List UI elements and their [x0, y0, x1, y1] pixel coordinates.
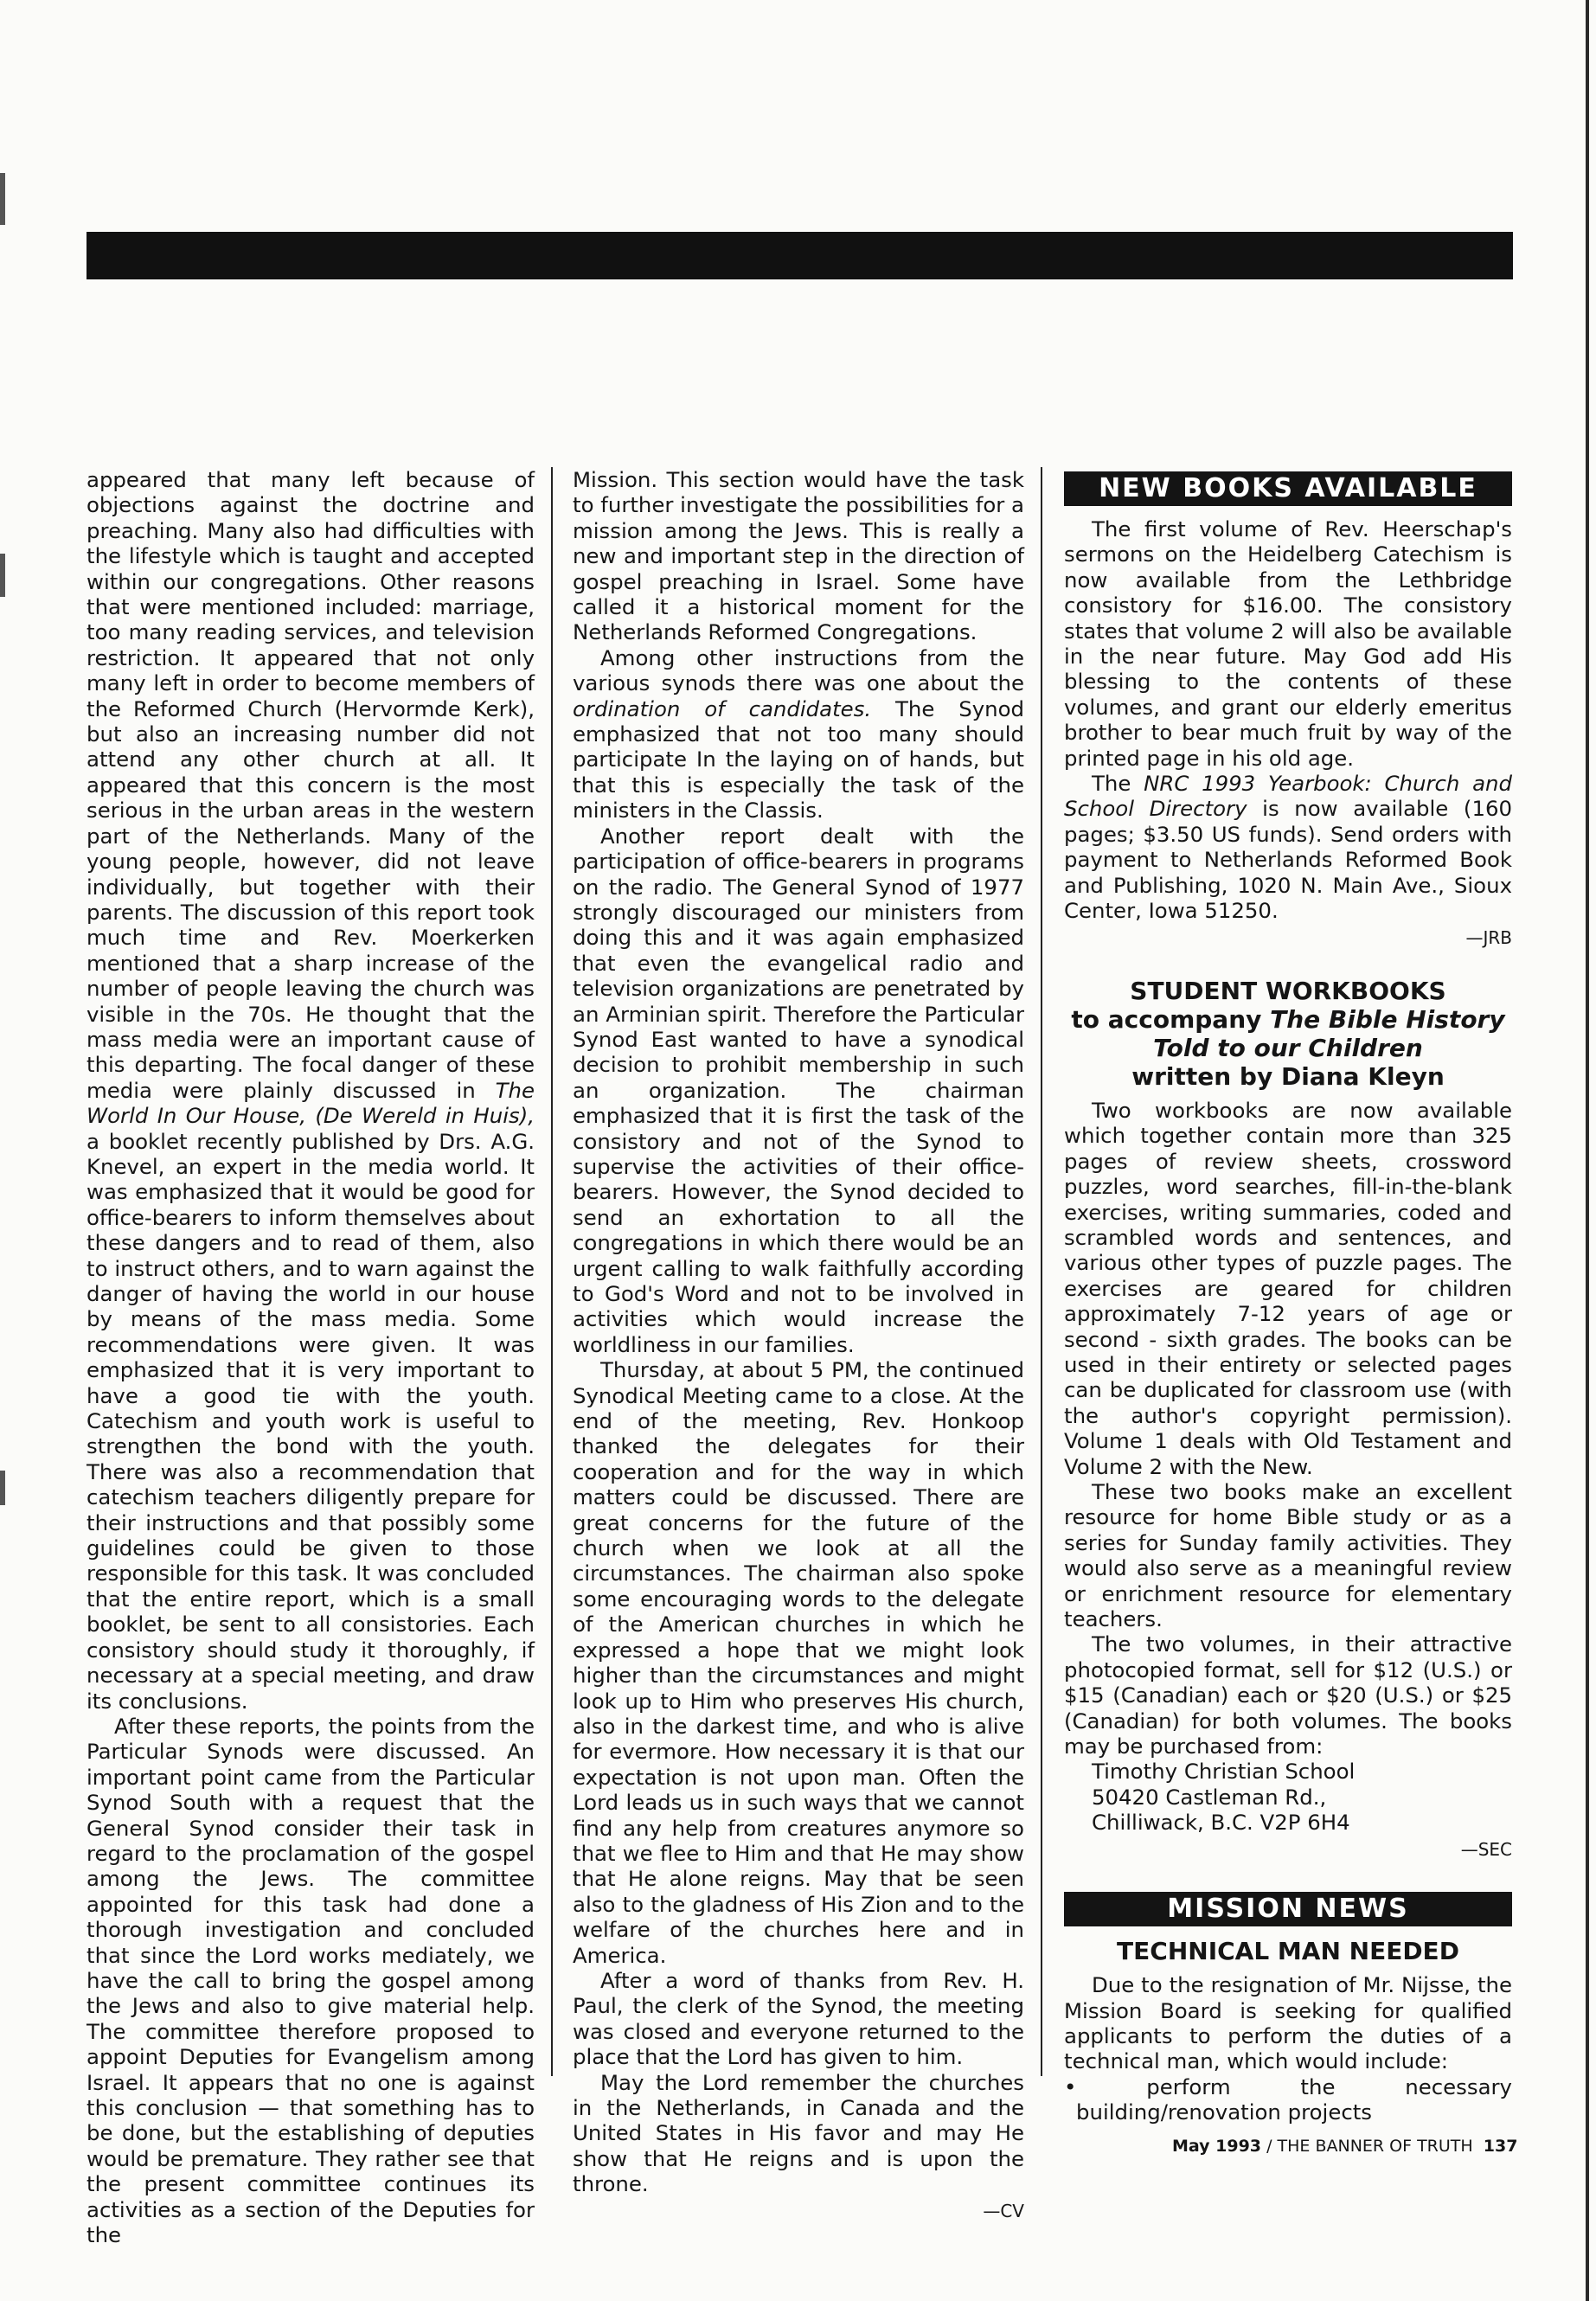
section-banner-new-books: NEW BOOKS AVAILABLE — [1064, 471, 1512, 506]
author-signature: —SEC — [1460, 1838, 1512, 1860]
header-black-bar — [87, 232, 1513, 279]
paragraph: After these reports, the points from the Particular Synods were discussed. An important point came from the Particular Synod South with a request that the General Synod consider their task in regard to the proclamation of the gospel among the Jews. The committee appointed for this task had done a thorough investigation and concluded that since the Lord works mediately, we have the call to bring the gospel among the Jews and also to give material help. The committee therefore proposed to appoint Deputies for Evangelism among Israel. It appears that no one is against this conclusion — that something has to be done, but the establishing of deputies would be premature. They rather see that the present committee continues its activities as a section of the Deputies for the — [87, 1713, 535, 2248]
paragraph: Due to the resignation of Mr. Nijsse, the Mission Board is seeking for qualified applicants to perform the duties of a technical man, which would include: — [1064, 1972, 1512, 2074]
order-address: Timothy Christian School 50420 Castleman Rd., Chilliwack, B.C. V2P 6H4 — [1092, 1759, 1356, 1836]
page-footer: May 1993 / THE BANNER OF TRUTH 137 — [1172, 2137, 1518, 2156]
paragraph: These two books make an excellent resource for home Bible study or as a series for Sunday family activities. They would also serve as a meaningful review or enrichment resource for elementary teachers. — [1064, 1479, 1512, 1632]
scan-edge-mark — [0, 173, 5, 225]
article-column-2 — [573, 467, 1024, 2224]
paragraph: The two volumes, in their attractive photocopied format, sell for $12 (U.S.) or $15 (Canadian) each or $20 (U.S.) or $25 (Canadian) for both volumes. The books may be purchased from: — [1064, 1631, 1512, 1759]
workbooks-heading: STUDENT WORKBOOKS to accompany The Bible History Told to our Children written by Diana Kleyn — [1071, 976, 1505, 1091]
column-divider — [551, 467, 553, 2076]
scan-edge-mark — [0, 554, 5, 597]
paragraph: Another report dealt with the participation of office-bearers in programs on the radio. The General Synod of 1977 strongly discouraged our ministers from doing this and it was again emphasized that even the evangelical radio and television organizations are penetrated by an Arminian spirit. Therefore the Particular Synod East wanted to have a synodical decision to prohibit membership in such an organization. The chairman emphasized that it is first the task of the consistory and not of the Synod to supervise the activities of their office-bearers. However, the Synod decided to send an exhortation to all the congregations in which there would be an urgent calling to walk faithfully according to God's Word and not to be involved in activities which would increase the worldliness in our families. — [573, 823, 1024, 1357]
author-signature: —CV — [983, 2200, 1024, 2221]
booklet-title: The World In Our House, (De Wereld in Huis), — [87, 1077, 535, 1129]
scan-edge-mark — [0, 1471, 5, 1505]
paragraph: Among other instructions from the various synods there was one about the ordination of candidates. The Synod emphasized that not too many should participate In the laying on of hands, but that this is especially the task of the ministers in the Classis. — [573, 644, 1024, 824]
mission-heading: TECHNICAL MAN NEEDED — [1117, 1937, 1459, 1966]
page-edge-shadow — [1586, 0, 1589, 2301]
paragraph: The first volume of Rev. Heerschap's sermons on the Heidelberg Catechism is now available from the Lethbridge consistory for $16.00. The consistory states that volume 2 will also be available in the near future. May God add His blessing to the contents of these volumes, and grant our elderly emeritus brother to bear much fruit by way of the printed page in his old age. — [1064, 516, 1512, 771]
author-signature: —JRB — [1465, 926, 1512, 948]
paragraph: The NRC 1993 Yearbook: Church and School Directory is now available (160 pages; $3.50 US funds). Send orders with payment to Netherlands Reformed Book and Publishing, 1020 N. Main Ave., Sioux Center, Iowa 51250. — [1064, 771, 1512, 924]
paragraph: May the Lord remember the churches in the Netherlands, in Canada and the United States in His favor and may He show that He reigns and is upon the throne. — [573, 2069, 1024, 2197]
paragraph: Thursday, at about 5 PM, the continued Synodical Meeting came to a close. At the end of the meeting, Rev. Honkoop thanked the delegates for their cooperation and for the way in which matters could be discussed. There are great concerns for the future of the church when we look at all the circumstances. The chairman also spoke some encouraging words to the delegate of the American churches in which he expressed a hope that we might look higher than the circumstances and might look up to Him who preserves His church, also in the darkest time, and who is alive for evermore. How necessary it is that our expectation is not upon man. Often the Lord leads us in such ways that we cannot find any help from creatures anymore so that we flee to Him and that He may show that He alone reigns. May that be seen also to the gladness of His Zion and to the welfare of the churches here and in America. — [573, 1357, 1024, 1968]
paragraph: After a word of thanks from Rev. H. Paul, the clerk of the Synod, the meeting was closed and everyone returned to the place that the Lord has given to him. — [573, 1967, 1024, 2070]
bullet-item: • perform the necessary building/renovation projects — [1064, 2073, 1512, 2125]
sidebar-column — [1064, 471, 1512, 2125]
paragraph: Mission. This section would have the task to further investigate the possibilities for a mission among the Jews. This is really a new and important step in the direction of gospel preaching in Israel. Some have called it a historical moment for the Netherlands Reformed Congregations. — [573, 467, 1024, 645]
paragraph: appeared that many left because of objections against the doctrine and preaching. Many also had difficulties with the lifestyle which is taught and accepted within our congregations. Other reasons that were mentioned included: marriage, too many reading services, and television restriction. It appeared that not only many left in order to become members of the Reformed Church (Hervormde Kerk), but also an increasing number did not attend any other church at all. It appeared that this concern is the most serious in the urban areas in the western part of the Netherlands. Many of the young people, however, did not leave individually, but together with their parents. The discussion of this report took much time and Rev. Moerkerken mentioned that a sharp increase of the number of people leaving the church was visible in the 70s. He thought that the mass media were an important cause of this departing. The focal danger of these media were plainly discussed in The World In Our House, (De Wereld in Huis), a booklet recently published by Drs. A.G. Knevel, an expert in the media world. It was emphasized that it would be good for office-bearers to inform themselves about these dangers and to read of them, also to instruct others, and to warn against the danger of having the world in our house by means of the mass media. Some recommendations were given. It was emphasized that it is very important to have a good tie with the youth. Catechism and youth work is useful to strengthen the bond with the youth. There was also a recommendation that catechism teachers diligently prepare for their instructions and that possibly some guidelines could be given to those responsible for this task. It was concluded that the entire report, which is a small booklet, be sent to all consistories. Each consistory should study it thoroughly, if necessary at a special meeting, and draw its conclusions. — [87, 467, 535, 1714]
column-divider — [1041, 467, 1042, 2076]
paragraph: Two workbooks are now available which together contain more than 325 pages of review sheets, crossword puzzles, word searches, fill-in-the-blank exercises, writing summaries, coded and scrambled words and sentences, and various other types of puzzle pages. The exercises are geared for children approximately 7-12 years of age or second - sixth grades. The books can be used in their entirety or selected pages can be duplicated for classroom use (with the author's copyright permission). Volume 1 deals with Old Testament and Volume 2 with the New. — [1064, 1097, 1512, 1479]
section-banner-mission-news: MISSION NEWS — [1064, 1892, 1512, 1926]
article-column-1 — [87, 467, 535, 2247]
